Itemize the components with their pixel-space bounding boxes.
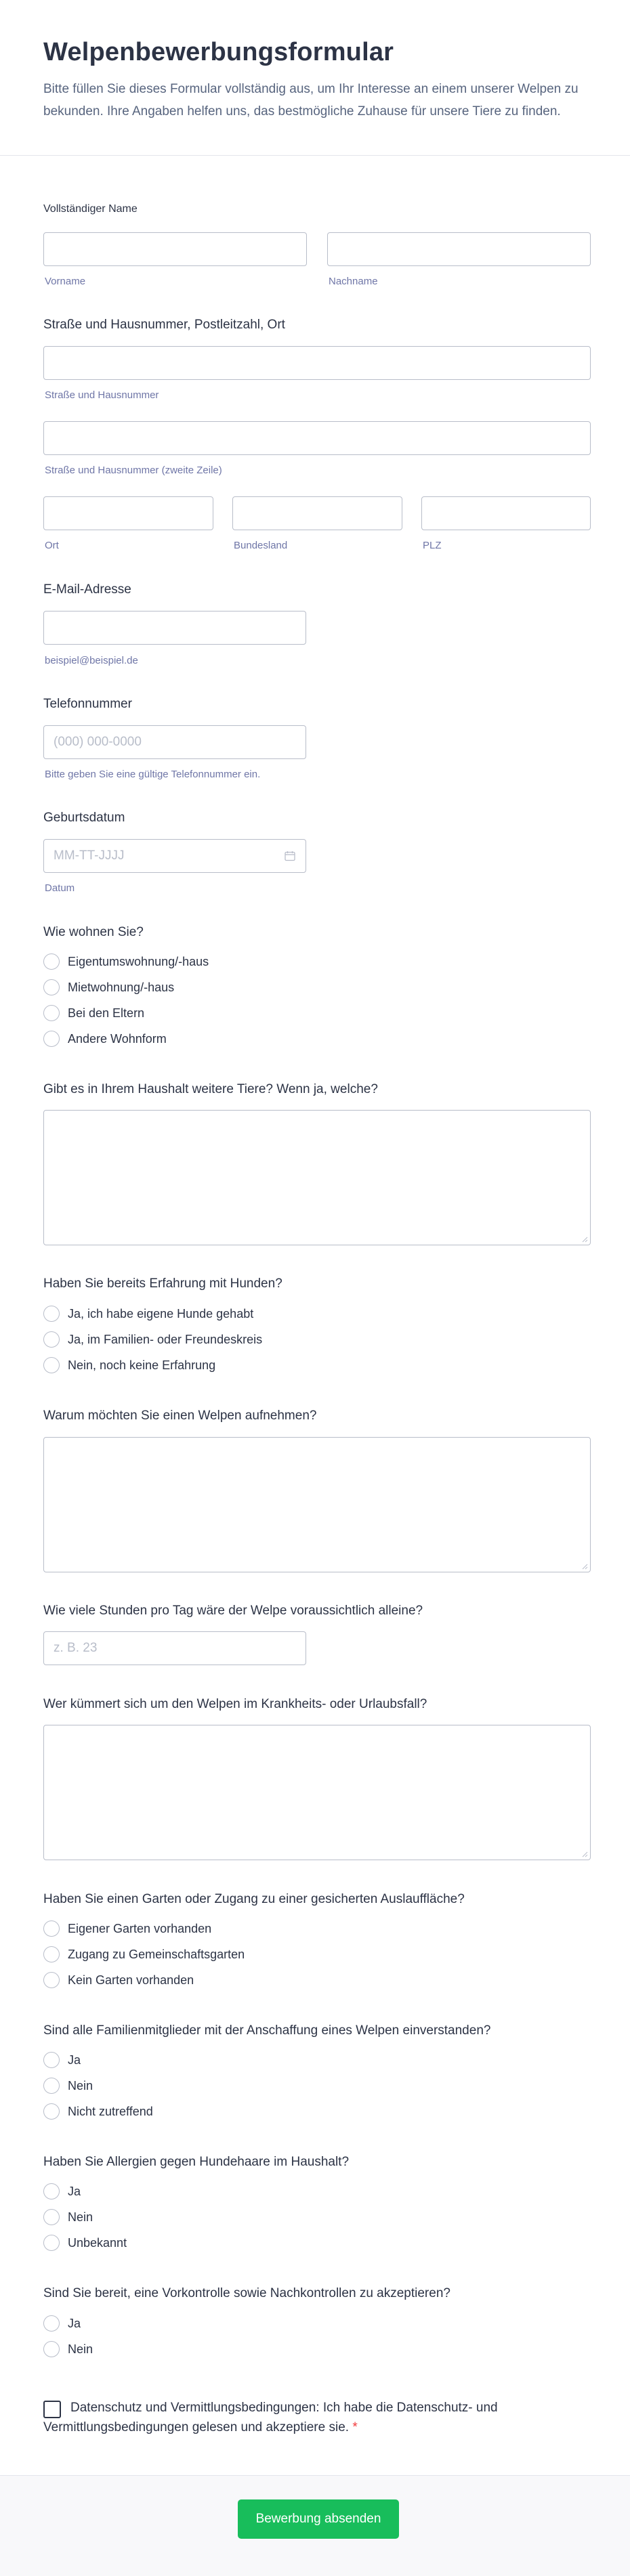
housing-option-label: Bei den Eltern bbox=[68, 1006, 145, 1020]
birthdate-input[interactable] bbox=[43, 839, 306, 873]
housing-option[interactable] bbox=[43, 1005, 144, 1021]
family-option-label: Nein bbox=[68, 2078, 93, 2092]
radio-button[interactable] bbox=[43, 1306, 60, 1322]
hours-alone-label: Wie viele Stunden pro Tag wäre der Welpe voraussichtlich alleine? bbox=[43, 1604, 423, 1618]
phone-label: Telefonnummer bbox=[43, 697, 132, 711]
email-sublabel: beispiel@beispiel.de bbox=[45, 655, 138, 666]
address-label: Straße und Hausnummer, Postleitzahl, Ort bbox=[43, 318, 285, 332]
housing-option-label: Eigentumswohnung/-haus bbox=[68, 954, 209, 968]
resize-handle-icon[interactable] bbox=[581, 1851, 588, 1858]
family-option[interactable] bbox=[43, 2078, 93, 2094]
radio-button[interactable] bbox=[43, 953, 60, 970]
garden-label: Haben Sie einen Garten oder Zugang zu einer gesicherten Auslauffläche? bbox=[43, 1892, 465, 1906]
care-textarea[interactable] bbox=[43, 1725, 591, 1860]
required-mark: * bbox=[352, 2420, 358, 2434]
radio-button[interactable] bbox=[43, 1920, 60, 1937]
experience-option[interactable] bbox=[43, 1357, 215, 1373]
form-footer bbox=[0, 2475, 630, 2576]
radio-button[interactable] bbox=[43, 1031, 60, 1047]
radio-button[interactable] bbox=[43, 2103, 60, 2120]
form-title: Welpenbewerbungsformular bbox=[43, 38, 394, 66]
email-label: E-Mail-Adresse bbox=[43, 582, 131, 597]
birthdate-placeholder: MM-TT-JJJJ bbox=[54, 849, 125, 863]
garden-option[interactable] bbox=[43, 1972, 194, 1988]
form-description: Bitte füllen Sie dieses Formular vollständig aus, um Ihr Interesse an einem unserer Welpen zu bekunden. Ihre Angaben helfen uns, das bestmögliche Zuhause für unsere Tiere zu finden. bbox=[43, 82, 579, 119]
other-pets-label: Gibt es in Ihrem Haushalt weitere Tiere? Wenn ja, welche? bbox=[43, 1082, 378, 1096]
inspection-option[interactable] bbox=[43, 2341, 93, 2357]
inspection-label: Sind Sie bereit, eine Vorkontrolle sowie Nachkontrollen zu akzeptieren? bbox=[43, 2286, 450, 2300]
last-name-input[interactable] bbox=[327, 232, 591, 266]
radio-button[interactable] bbox=[43, 979, 60, 995]
radio-button[interactable] bbox=[43, 2052, 60, 2068]
street-line1-sublabel: Straße und Hausnummer bbox=[45, 389, 159, 401]
radio-button[interactable] bbox=[43, 1946, 60, 1962]
allergies-option-label: Nein bbox=[68, 2210, 93, 2224]
allergies-option[interactable] bbox=[43, 2183, 81, 2199]
housing-option[interactable] bbox=[43, 953, 209, 970]
resize-handle-icon[interactable] bbox=[581, 1563, 588, 1570]
radio-button[interactable] bbox=[43, 2209, 60, 2225]
other-pets-textarea[interactable] bbox=[43, 1110, 591, 1245]
state-sublabel: Bundesland bbox=[234, 540, 288, 551]
family-option[interactable] bbox=[43, 2103, 153, 2120]
phone-placeholder: (000) 000-0000 bbox=[54, 735, 142, 749]
experience-option-label: Ja, im Familien- oder Freundeskreis bbox=[68, 1332, 263, 1346]
radio-button[interactable] bbox=[43, 1005, 60, 1021]
experience-option[interactable] bbox=[43, 1306, 253, 1322]
experience-option-label: Nein, noch keine Erfahrung bbox=[68, 1358, 216, 1372]
full-name-label: Vollständiger Name bbox=[43, 203, 138, 215]
family-label: Sind alle Familienmitglieder mit der Anschaffung eines Welpen einverstanden? bbox=[43, 2023, 491, 2038]
zip-sublabel: PLZ bbox=[423, 540, 442, 551]
garden-option[interactable] bbox=[43, 1946, 245, 1962]
birthdate-label: Geburtsdatum bbox=[43, 811, 125, 825]
submit-button[interactable]: Bewerbung absenden bbox=[238, 2499, 399, 2539]
allergies-option[interactable] bbox=[43, 2235, 127, 2251]
housing-option[interactable] bbox=[43, 979, 174, 995]
allergies-label: Haben Sie Allergien gegen Hundehaare im Haushalt? bbox=[43, 2155, 350, 2169]
consent-label bbox=[43, 2398, 531, 2437]
housing-label: Wie wohnen Sie? bbox=[43, 925, 144, 939]
form-header bbox=[0, 0, 630, 156]
radio-button[interactable] bbox=[43, 2341, 60, 2357]
state-input[interactable] bbox=[232, 496, 402, 530]
allergies-option-label: Ja bbox=[68, 2184, 81, 2198]
garden-option-label: Kein Garten vorhanden bbox=[68, 1973, 194, 1987]
first-name-input[interactable] bbox=[43, 232, 307, 266]
city-sublabel: Ort bbox=[45, 540, 59, 551]
housing-option-label: Andere Wohnform bbox=[68, 1031, 167, 1046]
calendar-icon[interactable] bbox=[284, 850, 296, 862]
experience-option-label: Ja, ich habe eigene Hunde gehabt bbox=[68, 1306, 254, 1321]
consent-text: Datenschutz und Vermittlungsbedingungen: Ich habe die Datenschutz- und Vermittlungsbedingungen gelesen und akzeptiere sie. bbox=[43, 2401, 498, 2434]
family-option-label: Nicht zutreffend bbox=[68, 2104, 153, 2118]
radio-button[interactable] bbox=[43, 2235, 60, 2251]
housing-option[interactable] bbox=[43, 1031, 167, 1047]
radio-button[interactable] bbox=[43, 2315, 60, 2332]
city-input[interactable] bbox=[43, 496, 213, 530]
motivation-textarea[interactable] bbox=[43, 1437, 591, 1572]
zip-input[interactable] bbox=[421, 496, 591, 530]
motivation-label: Warum möchten Sie einen Welpen aufnehmen? bbox=[43, 1409, 317, 1423]
hours-alone-input[interactable] bbox=[43, 1631, 306, 1665]
street-line2-input[interactable] bbox=[43, 421, 591, 455]
family-option[interactable] bbox=[43, 2052, 81, 2068]
care-label: Wer kümmert sich um den Welpen im Krankheits- oder Urlaubsfall? bbox=[43, 1697, 427, 1711]
email-input[interactable] bbox=[43, 611, 306, 645]
radio-button[interactable] bbox=[43, 1331, 60, 1348]
phone-sublabel: Bitte geben Sie eine gültige Telefonnummer ein. bbox=[45, 769, 261, 780]
last-name-sublabel: Nachname bbox=[329, 276, 378, 287]
housing-option-label: Mietwohnung/-haus bbox=[68, 980, 175, 994]
hours-alone-placeholder: z. B. 23 bbox=[54, 1641, 98, 1655]
resize-handle-icon[interactable] bbox=[581, 1236, 588, 1243]
experience-label: Haben Sie bereits Erfahrung mit Hunden? bbox=[43, 1276, 282, 1291]
inspection-option-label: Ja bbox=[68, 2316, 81, 2330]
allergies-option[interactable] bbox=[43, 2209, 93, 2225]
garden-option-label: Zugang zu Gemeinschaftsgarten bbox=[68, 1947, 245, 1961]
radio-button[interactable] bbox=[43, 1972, 60, 1988]
street-line2-sublabel: Straße und Hausnummer (zweite Zeile) bbox=[45, 465, 222, 476]
street-line1-input[interactable] bbox=[43, 346, 591, 380]
experience-option[interactable] bbox=[43, 1331, 262, 1348]
garden-option[interactable] bbox=[43, 1920, 211, 1937]
radio-button[interactable] bbox=[43, 2183, 60, 2199]
radio-button[interactable] bbox=[43, 2078, 60, 2094]
birthdate-sublabel: Datum bbox=[45, 882, 75, 894]
phone-input[interactable] bbox=[43, 725, 306, 759]
inspection-option-label: Nein bbox=[68, 2342, 93, 2356]
first-name-sublabel: Vorname bbox=[45, 276, 86, 287]
garden-option-label: Eigener Garten vorhanden bbox=[68, 1921, 212, 1935]
inspection-option[interactable] bbox=[43, 2315, 81, 2332]
radio-button[interactable] bbox=[43, 1357, 60, 1373]
allergies-option-label: Unbekannt bbox=[68, 2235, 127, 2250]
family-option-label: Ja bbox=[68, 2053, 81, 2067]
